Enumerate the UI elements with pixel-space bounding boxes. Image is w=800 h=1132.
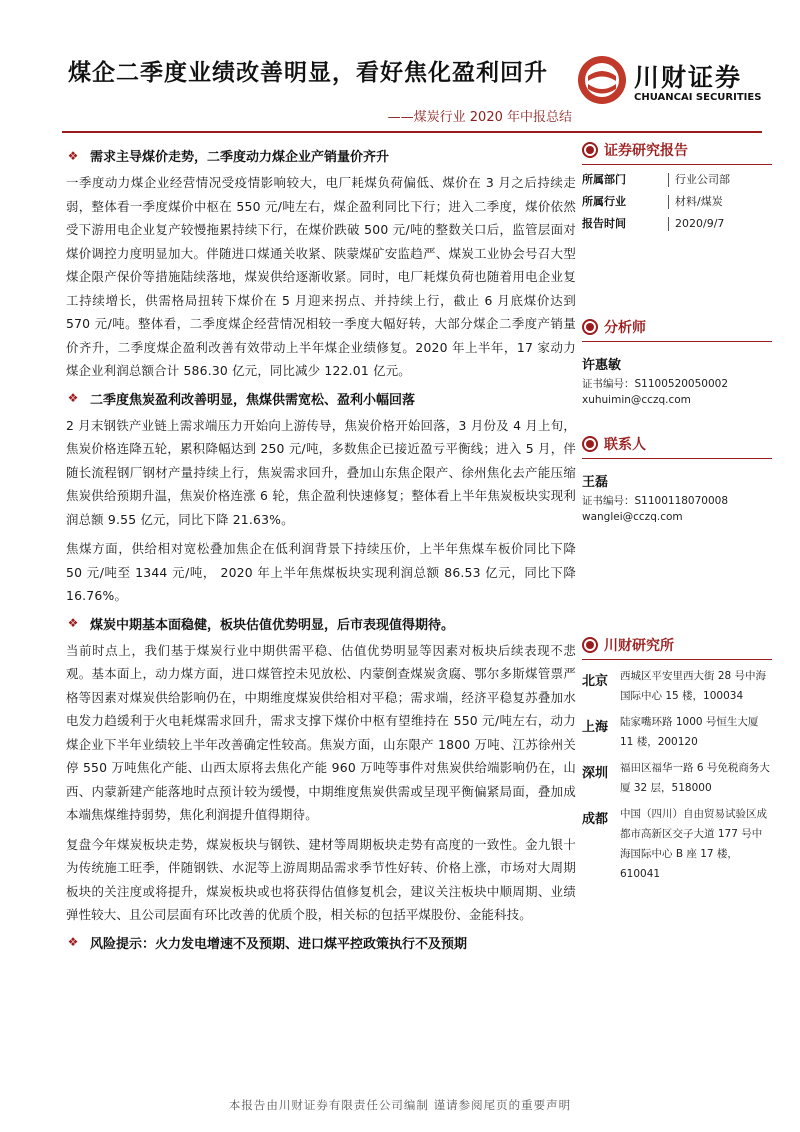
section-coke	[66, 389, 576, 608]
info-key: 所属行业	[582, 195, 626, 208]
sidebar-heading-text: 联系人	[604, 437, 646, 453]
analyst-block	[582, 317, 772, 406]
office-shenzhen	[582, 758, 772, 798]
analyst-email[interactable]: xuhuimin@cczq.com	[582, 394, 691, 406]
sidebar-heading-text: 川财研究所	[604, 638, 674, 654]
office-address: 中国（四川）自由贸易试验区成都市高新区交子大道 177 号中海国际中心 B 座 17 楼，610041	[620, 808, 767, 880]
report-title: 煤企二季度业绩改善明显，看好焦化盈利回升	[68, 60, 548, 86]
office-address: 福田区福华一路 6 号免税商务大厦 32 层，518000	[620, 762, 770, 794]
contact-cert: 证书编号：S1100118070008	[582, 495, 729, 507]
section-paragraph: 一季度动力煤企业经营情况受疫情影响较大，电厂耗煤负荷偏低、煤价在 3 月之后持续走弱，整体看一季度煤价中枢在 550 元/吨左右，煤企盈利同比下行；进入二季度，煤价依然受下游用电企业复产较慢拖累持续下行，在煤价跌破 500 元/吨的整数关口后，监管层面对煤价调控力度明显加大。伴随进口煤通关收紧、陕蒙煤矿安监趋严、煤炭工业协会号召大型煤企限产保价等措施陆续落地，煤炭供给逐渐收紧。同时，电厂耗煤负荷也随着用电企业复工持续增长，供需格局扭转下煤价在 5 月迎来拐点、并持续上行，截止 6 月底煤价达到 570 元/吨。整体看，二季度煤企经营情况相较一季度大幅好转，大部分煤企二季度产销量价齐升，二季度煤企盈利改善有效带动上半年煤企业绩修复。2020 年上半年，17 家动力煤企业利润总额合计 586.30 亿元，同比减少 122.01 亿元。	[66, 175, 576, 378]
info-value: 材料/煤炭	[668, 195, 723, 209]
header-divider	[62, 131, 762, 133]
section-outlook	[66, 614, 576, 927]
target-icon	[582, 436, 598, 452]
section-paragraph: 焦煤方面，供给相对宽松叠加焦企在低利润背景下持续压价，上半年焦煤车板价同比下降 50 元/吨至 1344 元/吨， 2020 年上半年焦煤板块实现利润总额 86.53 亿元，同比下降 16.76%。	[66, 541, 576, 603]
target-icon	[582, 142, 598, 158]
diamond-cluster-icon: ❖	[67, 616, 79, 630]
section-heading-text: 需求主导煤价走势，二季度动力煤企业产销量价齐升	[90, 150, 390, 165]
report-body	[66, 140, 576, 958]
institute-block	[582, 635, 772, 884]
info-row-department	[582, 173, 772, 187]
sidebar-heading	[582, 317, 772, 342]
company-logo	[572, 52, 762, 112]
office-city: 成都	[582, 812, 609, 827]
office-city: 深圳	[582, 766, 609, 781]
contact-email[interactable]: wanglei@cczq.com	[582, 511, 683, 523]
office-shanghai	[582, 712, 772, 752]
section-risk	[66, 933, 576, 952]
logo-english-name: CHUANCAI SECURITIES	[634, 92, 762, 103]
diamond-cluster-icon: ❖	[67, 148, 79, 163]
report-header	[62, 44, 762, 126]
chuancai-logo-icon	[576, 54, 628, 106]
contact-name: 王磊	[582, 475, 609, 490]
diamond-cluster-icon: ❖	[67, 391, 79, 405]
sidebar-heading-text: 分析师	[604, 320, 646, 336]
target-icon	[582, 319, 598, 335]
section-heading	[66, 614, 576, 633]
risk-warning-text: 风险提示：火力发电增速不及预期、进口煤平控政策执行不及预期	[90, 936, 468, 952]
office-beijing	[582, 666, 772, 706]
page-footer: 本报告由川财证券有限责任公司编制 谨请参阅尾页的重要声明	[228, 1098, 572, 1112]
section-heading	[66, 933, 576, 952]
diamond-cluster-icon: ❖	[67, 935, 79, 949]
section-paragraph: 2 月末钢铁产业链上需求端压力开始向上游传导，焦炭价格开始回落，3 月份及 4 月上旬，焦炭价格连降五轮，累积降幅达到 250 元/吨，多数焦企已接近盈亏平衡线；进入 5 月，伴随长流程钢厂钢材产量持续上行，焦炭需求回升，叠加山东焦企限产、徐州焦化去产能压缩焦炭供给预期升温，焦炭价格连涨 6 轮，焦企盈利快速修复；整体看上半年焦炭板块实现利润总额 9.55 亿元，同比下降 21.63%。	[66, 417, 576, 527]
sidebar-heading	[582, 635, 772, 660]
section-heading-text: 煤炭中期基本面稳健，板块估值优势明显，后市表现值得期待。	[90, 617, 455, 633]
sidebar-heading	[582, 434, 772, 459]
sidebar-heading-text: 证券研究报告	[604, 143, 688, 159]
report-sidebar	[582, 140, 772, 884]
logo-chinese-name: 川财证券	[634, 63, 743, 92]
info-value: 行业公司部	[668, 173, 730, 187]
office-address: 西城区平安里西大街 28 号中海国际中心 15 楼，100034	[620, 670, 767, 702]
section-paragraph: 当前时点上，我们基于煤炭行业中期供需平稳、估值优势明显等因素对板块后续表现不悲观。基本面上，动力煤方面，进口煤管控未见放松、内蒙倒查煤炭贪腐、鄂尔多斯煤管票严格等因素对煤炭供给影响仍在，中期维度煤炭供给相对平稳；需求端，经济平稳复苏叠加水电发力趋缓利于火电耗煤需求回升，需求支撑下煤价中枢有望维持在 550 元/吨左右，动力煤企业下半年业绩较上半年改善确定性较高。焦炭方面，山东限产 1800 万吨、江苏徐州关停 550 万吨焦化产能、山西太原将去焦化产能 960 万吨等事件对焦炭供给端影响仍在，山西、内蒙新建产能落地时点预计较为缓慢，中期维度焦炭供需或呈现平衡偏紧局面，叠加成本端焦煤维持弱势，焦化利润提升值得期待。	[66, 642, 576, 822]
report-subtitle: ——煤炭行业 2020 年中报总结	[387, 110, 572, 125]
info-row-industry	[582, 195, 772, 209]
office-city: 北京	[582, 674, 609, 689]
section-heading-text: 二季度焦炭盈利改善明显，焦煤供需宽松、盈利小幅回落	[90, 392, 416, 408]
sidebar-heading	[582, 140, 772, 165]
report-info-block	[582, 140, 772, 231]
office-chengdu	[582, 804, 772, 884]
section-paragraph: 复盘今年煤炭板块走势，煤炭板块与钢铁、建材等周期板块走势有高度的一致性。金九银十为传统施工旺季，伴随钢铁、水泥等上游周期品需求季节性好转、价格上涨，市场对大周期板块的关注度或将提升，煤炭板块或也将获得估值修复机会，建议关注板块中顺周期、业绩弹性较大、且公司层面有环比改善的优质个股，相关标的包括平煤股份、金能科技。	[66, 836, 576, 922]
office-address: 陆家嘴环路 1000 号恒生大厦 11 楼，200120	[620, 716, 759, 748]
analyst-cert: 证书编号：S1100520050002	[582, 378, 729, 390]
contact-block	[582, 434, 772, 523]
info-row-date	[582, 217, 772, 231]
info-key: 报告时间	[582, 217, 626, 230]
analyst-name: 许惠敏	[582, 358, 622, 373]
section-heading	[66, 389, 576, 408]
section-demand	[66, 146, 576, 383]
target-icon	[582, 637, 598, 653]
section-heading	[66, 146, 576, 165]
info-value: 2020/9/7	[668, 217, 724, 231]
info-key: 所属部门	[582, 173, 626, 186]
office-city: 上海	[582, 720, 609, 735]
